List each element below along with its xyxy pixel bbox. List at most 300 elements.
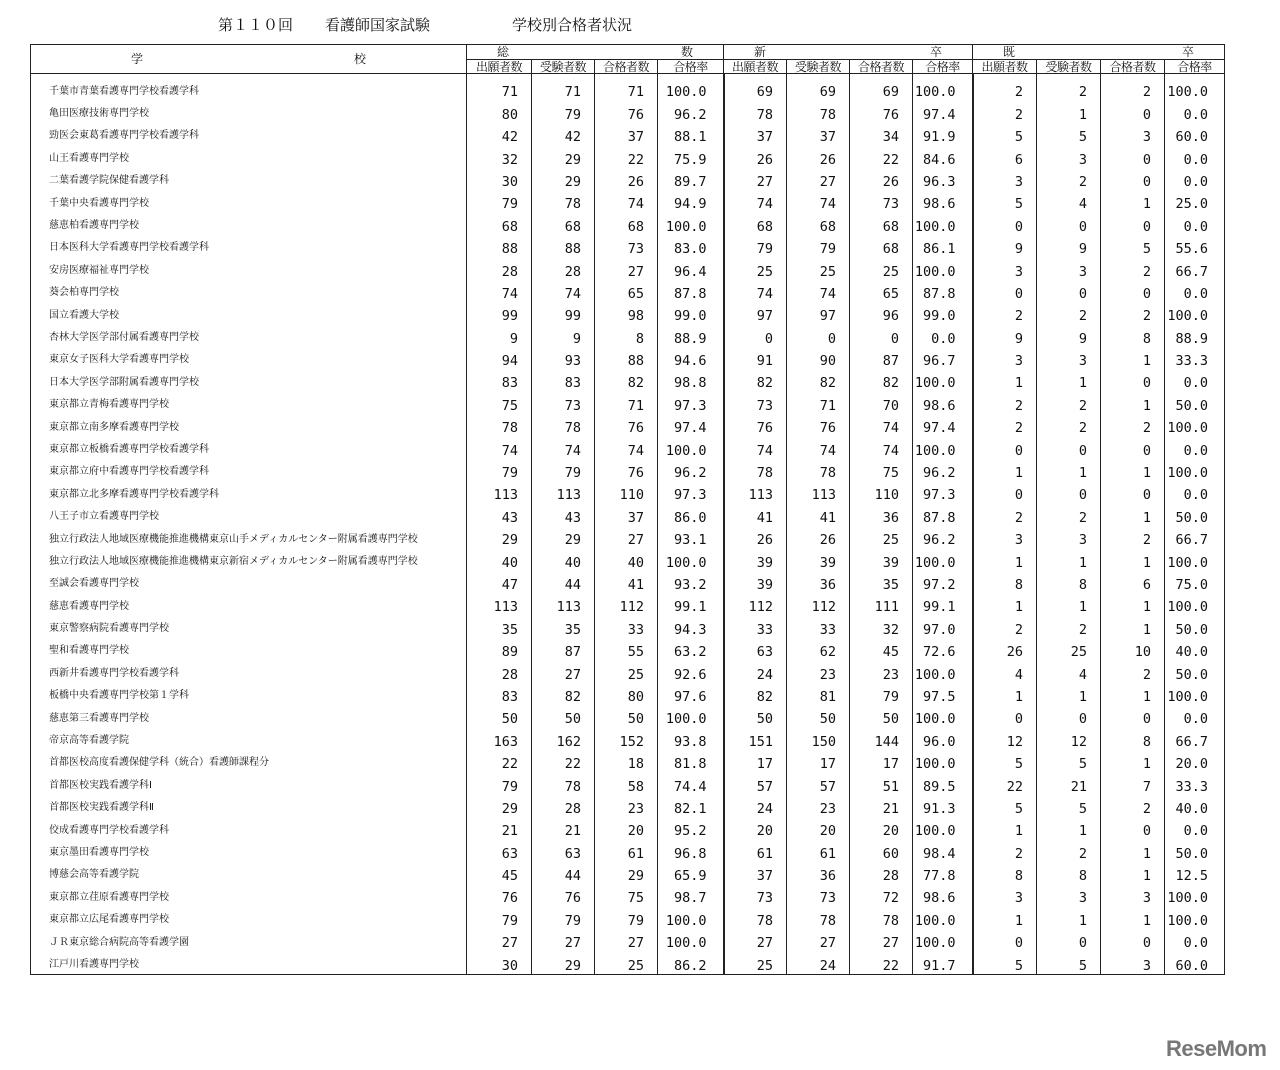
new-examinees-cell: 26 bbox=[787, 145, 850, 167]
school-name: 勁医会東葛看護専門学校看護学科 bbox=[31, 123, 467, 145]
past-examinees-cell: 3 bbox=[1037, 884, 1101, 906]
school-name: 佼成看護専門学校看護学科 bbox=[31, 817, 467, 839]
past-examinees-cell: 9 bbox=[1037, 324, 1101, 346]
total-passers-cell: 110 bbox=[595, 481, 658, 503]
total-pass-rate-cell: 97.3 bbox=[658, 481, 724, 503]
past-passers-cell: 1 bbox=[1101, 683, 1165, 705]
new-pass-rate-cell: 100.0 bbox=[913, 705, 973, 727]
new-pass-rate-cell: 100.0 bbox=[913, 257, 973, 279]
total-pass-rate-cell: 96.2 bbox=[658, 100, 724, 122]
new-passers-cell: 22 bbox=[850, 951, 913, 974]
table-row bbox=[31, 862, 1225, 884]
table-row bbox=[31, 795, 1225, 817]
past-passers-cell: 1 bbox=[1101, 548, 1165, 570]
new-passers-cell: 34 bbox=[850, 123, 913, 145]
new-passers-cell: 20 bbox=[850, 817, 913, 839]
past-examinees-cell: 5 bbox=[1037, 951, 1101, 974]
school-name: 東京都立青梅看護専門学校 bbox=[31, 391, 467, 413]
new-passers-cell: 0 bbox=[850, 324, 913, 346]
new-examinees-cell: 71 bbox=[787, 391, 850, 413]
table-row bbox=[31, 929, 1225, 951]
new-examinees-cell: 20 bbox=[787, 817, 850, 839]
new-passers-cell: 39 bbox=[850, 548, 913, 570]
new-pass-rate-cell: 100.0 bbox=[913, 750, 973, 772]
table-row bbox=[31, 593, 1225, 615]
new-passers-cell: 76 bbox=[850, 100, 913, 122]
total-applicants-cell: 50 bbox=[467, 705, 532, 727]
past-examinees-cell: 3 bbox=[1037, 526, 1101, 548]
past-passers-cell: 0 bbox=[1101, 100, 1165, 122]
group-header-row bbox=[31, 45, 1225, 60]
past-pass-rate-cell: 100.0 bbox=[1165, 302, 1225, 324]
school-name: 首都医校実践看護学科Ⅰ bbox=[31, 772, 467, 794]
past-pass-rate-cell: 50.0 bbox=[1165, 660, 1225, 682]
past-examinees-cell: 5 bbox=[1037, 750, 1101, 772]
past-applicants-cell: 2 bbox=[973, 391, 1037, 413]
watermark-logo: ReseMom bbox=[1166, 1036, 1267, 1061]
total-examinees-cell: 22 bbox=[532, 750, 595, 772]
total-pass-rate-cell: 93.2 bbox=[658, 571, 724, 593]
school-name: 東京都立府中看護専門学校看護学科 bbox=[31, 459, 467, 481]
past-pass-rate-cell: 55.6 bbox=[1165, 235, 1225, 257]
past-passers-cell: 1 bbox=[1101, 593, 1165, 615]
new-applicants-cell: 78 bbox=[724, 100, 787, 122]
total-pass-rate-cell: 74.4 bbox=[658, 772, 724, 794]
new-applicants-cell: 97 bbox=[724, 302, 787, 324]
total-examinees-cell: 162 bbox=[532, 727, 595, 749]
total-passers-cell: 112 bbox=[595, 593, 658, 615]
new-examinees-cell: 90 bbox=[787, 347, 850, 369]
group-header-past-grad: 既 卒 bbox=[973, 45, 1225, 60]
past-applicants-cell: 2 bbox=[973, 615, 1037, 637]
new-passers-cell: 72 bbox=[850, 884, 913, 906]
new-pass-rate-cell: 96.2 bbox=[913, 459, 973, 481]
past-pass-rate-cell: 0.0 bbox=[1165, 100, 1225, 122]
table-row bbox=[31, 660, 1225, 682]
past-pass-rate-cell: 100.0 bbox=[1165, 906, 1225, 928]
table-row bbox=[31, 145, 1225, 167]
new-examinees-cell: 41 bbox=[787, 503, 850, 525]
sub-header-pass-rate: 合格率 bbox=[1165, 60, 1225, 74]
past-examinees-cell: 12 bbox=[1037, 727, 1101, 749]
total-examinees-cell: 87 bbox=[532, 638, 595, 660]
total-pass-rate-cell: 88.1 bbox=[658, 123, 724, 145]
total-examinees-cell: 74 bbox=[532, 436, 595, 458]
new-passers-cell: 75 bbox=[850, 459, 913, 481]
new-passers-cell: 73 bbox=[850, 190, 913, 212]
past-examinees-cell: 3 bbox=[1037, 347, 1101, 369]
total-passers-cell: 61 bbox=[595, 839, 658, 861]
past-applicants-cell: 3 bbox=[973, 347, 1037, 369]
past-passers-cell: 0 bbox=[1101, 705, 1165, 727]
new-applicants-cell: 82 bbox=[724, 683, 787, 705]
new-pass-rate-cell: 91.3 bbox=[913, 795, 973, 817]
results-table bbox=[30, 44, 1225, 975]
past-examinees-cell: 0 bbox=[1037, 212, 1101, 234]
school-name: 千葉市青葉看護専門学校看護学科 bbox=[31, 74, 467, 101]
table-row bbox=[31, 302, 1225, 324]
total-applicants-cell: 28 bbox=[467, 257, 532, 279]
new-pass-rate-cell: 89.5 bbox=[913, 772, 973, 794]
past-examinees-cell: 1 bbox=[1037, 369, 1101, 391]
total-pass-rate-cell: 86.0 bbox=[658, 503, 724, 525]
exam-name: 看護師国家試験 bbox=[325, 16, 431, 34]
document-title-bar bbox=[0, 14, 1280, 38]
past-applicants-cell: 2 bbox=[973, 74, 1037, 101]
past-applicants-cell: 2 bbox=[973, 302, 1037, 324]
table-row bbox=[31, 906, 1225, 928]
past-passers-cell: 1 bbox=[1101, 862, 1165, 884]
past-pass-rate-cell: 33.3 bbox=[1165, 772, 1225, 794]
total-passers-cell: 152 bbox=[595, 727, 658, 749]
past-examinees-cell: 25 bbox=[1037, 638, 1101, 660]
past-pass-rate-cell: 100.0 bbox=[1165, 459, 1225, 481]
total-applicants-cell: 113 bbox=[467, 593, 532, 615]
past-pass-rate-cell: 0.0 bbox=[1165, 481, 1225, 503]
new-pass-rate-cell: 87.8 bbox=[913, 280, 973, 302]
total-examinees-cell: 28 bbox=[532, 795, 595, 817]
past-pass-rate-cell: 0.0 bbox=[1165, 145, 1225, 167]
total-applicants-cell: 113 bbox=[467, 481, 532, 503]
total-applicants-cell: 22 bbox=[467, 750, 532, 772]
past-applicants-cell: 2 bbox=[973, 414, 1037, 436]
total-examinees-cell: 78 bbox=[532, 772, 595, 794]
total-examinees-cell: 9 bbox=[532, 324, 595, 346]
past-pass-rate-cell: 0.0 bbox=[1165, 705, 1225, 727]
total-applicants-cell: 75 bbox=[467, 391, 532, 413]
past-applicants-cell: 8 bbox=[973, 571, 1037, 593]
past-examinees-cell: 3 bbox=[1037, 145, 1101, 167]
total-passers-cell: 37 bbox=[595, 503, 658, 525]
new-passers-cell: 60 bbox=[850, 839, 913, 861]
total-pass-rate-cell: 100.0 bbox=[658, 212, 724, 234]
new-pass-rate-cell: 97.4 bbox=[913, 414, 973, 436]
past-examinees-cell: 0 bbox=[1037, 481, 1101, 503]
new-pass-rate-cell: 87.8 bbox=[913, 503, 973, 525]
past-applicants-cell: 1 bbox=[973, 817, 1037, 839]
total-passers-cell: 25 bbox=[595, 951, 658, 974]
school-name: 独立行政法人地域医療機能推進機構東京新宿メディカルセンター附属看護専門学校 bbox=[31, 548, 467, 570]
new-applicants-cell: 50 bbox=[724, 705, 787, 727]
total-pass-rate-cell: 94.3 bbox=[658, 615, 724, 637]
new-examinees-cell: 82 bbox=[787, 369, 850, 391]
total-examinees-cell: 78 bbox=[532, 414, 595, 436]
new-examinees-cell: 74 bbox=[787, 436, 850, 458]
past-applicants-cell: 0 bbox=[973, 481, 1037, 503]
new-passers-cell: 82 bbox=[850, 369, 913, 391]
past-pass-rate-cell: 25.0 bbox=[1165, 190, 1225, 212]
new-examinees-cell: 76 bbox=[787, 414, 850, 436]
school-name: 江戸川看護専門学校 bbox=[31, 951, 467, 974]
new-examinees-cell: 78 bbox=[787, 906, 850, 928]
total-examinees-cell: 78 bbox=[532, 190, 595, 212]
total-applicants-cell: 32 bbox=[467, 145, 532, 167]
school-column-header: 学 校 bbox=[31, 45, 467, 74]
table-row bbox=[31, 212, 1225, 234]
past-examinees-cell: 1 bbox=[1037, 906, 1101, 928]
table-row bbox=[31, 391, 1225, 413]
past-examinees-cell: 2 bbox=[1037, 414, 1101, 436]
past-pass-rate-cell: 66.7 bbox=[1165, 526, 1225, 548]
total-applicants-cell: 40 bbox=[467, 548, 532, 570]
new-pass-rate-cell: 98.4 bbox=[913, 839, 973, 861]
total-examinees-cell: 83 bbox=[532, 369, 595, 391]
new-applicants-cell: 79 bbox=[724, 235, 787, 257]
past-examinees-cell: 2 bbox=[1037, 615, 1101, 637]
new-pass-rate-cell: 100.0 bbox=[913, 548, 973, 570]
table-row bbox=[31, 503, 1225, 525]
total-applicants-cell: 9 bbox=[467, 324, 532, 346]
total-examinees-cell: 68 bbox=[532, 212, 595, 234]
total-pass-rate-cell: 100.0 bbox=[658, 436, 724, 458]
past-passers-cell: 2 bbox=[1101, 302, 1165, 324]
new-passers-cell: 70 bbox=[850, 391, 913, 413]
new-applicants-cell: 73 bbox=[724, 884, 787, 906]
total-examinees-cell: 63 bbox=[532, 839, 595, 861]
total-examinees-cell: 74 bbox=[532, 280, 595, 302]
new-passers-cell: 35 bbox=[850, 571, 913, 593]
new-passers-cell: 26 bbox=[850, 168, 913, 190]
past-examinees-cell: 0 bbox=[1037, 436, 1101, 458]
total-passers-cell: 27 bbox=[595, 929, 658, 951]
school-name: 日本大学医学部附属看護専門学校 bbox=[31, 369, 467, 391]
total-examinees-cell: 29 bbox=[532, 168, 595, 190]
new-examinees-cell: 74 bbox=[787, 190, 850, 212]
past-passers-cell: 1 bbox=[1101, 190, 1165, 212]
past-applicants-cell: 8 bbox=[973, 862, 1037, 884]
total-applicants-cell: 163 bbox=[467, 727, 532, 749]
total-examinees-cell: 50 bbox=[532, 705, 595, 727]
school-name: 東京墨田看護専門学校 bbox=[31, 839, 467, 861]
total-pass-rate-cell: 100.0 bbox=[658, 906, 724, 928]
total-examinees-cell: 93 bbox=[532, 347, 595, 369]
total-applicants-cell: 42 bbox=[467, 123, 532, 145]
new-passers-cell: 51 bbox=[850, 772, 913, 794]
table-row bbox=[31, 615, 1225, 637]
past-applicants-cell: 5 bbox=[973, 795, 1037, 817]
total-pass-rate-cell: 94.6 bbox=[658, 347, 724, 369]
past-passers-cell: 3 bbox=[1101, 884, 1165, 906]
total-pass-rate-cell: 97.4 bbox=[658, 414, 724, 436]
new-examinees-cell: 27 bbox=[787, 168, 850, 190]
new-examinees-cell: 0 bbox=[787, 324, 850, 346]
total-examinees-cell: 21 bbox=[532, 817, 595, 839]
new-passers-cell: 36 bbox=[850, 503, 913, 525]
new-passers-cell: 68 bbox=[850, 212, 913, 234]
school-name: 博慈会高等看護学院 bbox=[31, 862, 467, 884]
new-examinees-cell: 78 bbox=[787, 100, 850, 122]
total-passers-cell: 37 bbox=[595, 123, 658, 145]
school-name: 山王看護専門学校 bbox=[31, 145, 467, 167]
school-name: 杏林大学医学部付属看護専門学校 bbox=[31, 324, 467, 346]
new-applicants-cell: 73 bbox=[724, 391, 787, 413]
total-passers-cell: 20 bbox=[595, 817, 658, 839]
past-pass-rate-cell: 0.0 bbox=[1165, 436, 1225, 458]
past-examinees-cell: 3 bbox=[1037, 257, 1101, 279]
total-pass-rate-cell: 81.8 bbox=[658, 750, 724, 772]
new-examinees-cell: 112 bbox=[787, 593, 850, 615]
new-examinees-cell: 27 bbox=[787, 929, 850, 951]
total-passers-cell: 65 bbox=[595, 280, 658, 302]
table-row bbox=[31, 526, 1225, 548]
total-passers-cell: 29 bbox=[595, 862, 658, 884]
new-applicants-cell: 113 bbox=[724, 481, 787, 503]
new-examinees-cell: 37 bbox=[787, 123, 850, 145]
new-passers-cell: 144 bbox=[850, 727, 913, 749]
total-applicants-cell: 43 bbox=[467, 503, 532, 525]
new-applicants-cell: 91 bbox=[724, 347, 787, 369]
total-pass-rate-cell: 100.0 bbox=[658, 548, 724, 570]
past-pass-rate-cell: 0.0 bbox=[1165, 280, 1225, 302]
new-pass-rate-cell: 98.6 bbox=[913, 391, 973, 413]
table-row bbox=[31, 168, 1225, 190]
school-name: 東京女子医科大学看護専門学校 bbox=[31, 347, 467, 369]
new-passers-cell: 96 bbox=[850, 302, 913, 324]
total-passers-cell: 26 bbox=[595, 168, 658, 190]
past-applicants-cell: 5 bbox=[973, 190, 1037, 212]
new-applicants-cell: 37 bbox=[724, 123, 787, 145]
past-passers-cell: 1 bbox=[1101, 391, 1165, 413]
new-applicants-cell: 41 bbox=[724, 503, 787, 525]
past-examinees-cell: 2 bbox=[1037, 391, 1101, 413]
past-passers-cell: 2 bbox=[1101, 660, 1165, 682]
total-pass-rate-cell: 93.8 bbox=[658, 727, 724, 749]
new-applicants-cell: 25 bbox=[724, 257, 787, 279]
total-examinees-cell: 27 bbox=[532, 929, 595, 951]
table-row bbox=[31, 683, 1225, 705]
total-passers-cell: 18 bbox=[595, 750, 658, 772]
total-examinees-cell: 79 bbox=[532, 100, 595, 122]
table-row bbox=[31, 436, 1225, 458]
school-name: 日本医科大学看護専門学校看護学科 bbox=[31, 235, 467, 257]
new-applicants-cell: 26 bbox=[724, 145, 787, 167]
school-name: 至誠会看護専門学校 bbox=[31, 571, 467, 593]
past-pass-rate-cell: 100.0 bbox=[1165, 74, 1225, 101]
past-applicants-cell: 2 bbox=[973, 503, 1037, 525]
total-examinees-cell: 76 bbox=[532, 884, 595, 906]
school-name: 首都医校高度看護保健学科（統合）看護師課程分 bbox=[31, 750, 467, 772]
total-examinees-cell: 71 bbox=[532, 74, 595, 101]
past-applicants-cell: 1 bbox=[973, 459, 1037, 481]
past-passers-cell: 2 bbox=[1101, 414, 1165, 436]
past-passers-cell: 7 bbox=[1101, 772, 1165, 794]
new-pass-rate-cell: 98.6 bbox=[913, 190, 973, 212]
school-name: 慈恵柏看護専門学校 bbox=[31, 212, 467, 234]
table-row bbox=[31, 548, 1225, 570]
table-row bbox=[31, 123, 1225, 145]
past-examinees-cell: 0 bbox=[1037, 929, 1101, 951]
total-applicants-cell: 68 bbox=[467, 212, 532, 234]
new-applicants-cell: 76 bbox=[724, 414, 787, 436]
new-examinees-cell: 73 bbox=[787, 884, 850, 906]
past-pass-rate-cell: 66.7 bbox=[1165, 257, 1225, 279]
total-applicants-cell: 76 bbox=[467, 884, 532, 906]
total-pass-rate-cell: 87.8 bbox=[658, 280, 724, 302]
total-applicants-cell: 80 bbox=[467, 100, 532, 122]
total-pass-rate-cell: 63.2 bbox=[658, 638, 724, 660]
new-pass-rate-cell: 86.1 bbox=[913, 235, 973, 257]
total-passers-cell: 79 bbox=[595, 906, 658, 928]
school-name: 八王子市立看護専門学校 bbox=[31, 503, 467, 525]
new-applicants-cell: 26 bbox=[724, 526, 787, 548]
new-examinees-cell: 36 bbox=[787, 862, 850, 884]
past-examinees-cell: 2 bbox=[1037, 74, 1101, 101]
past-passers-cell: 0 bbox=[1101, 817, 1165, 839]
total-passers-cell: 76 bbox=[595, 100, 658, 122]
table-row bbox=[31, 884, 1225, 906]
new-pass-rate-cell: 84.6 bbox=[913, 145, 973, 167]
past-applicants-cell: 26 bbox=[973, 638, 1037, 660]
school-name: 東京都立広尾看護専門学校 bbox=[31, 906, 467, 928]
past-pass-rate-cell: 0.0 bbox=[1165, 168, 1225, 190]
school-name: 安房医療福祉専門学校 bbox=[31, 257, 467, 279]
past-pass-rate-cell: 0.0 bbox=[1165, 369, 1225, 391]
past-pass-rate-cell: 88.9 bbox=[1165, 324, 1225, 346]
past-passers-cell: 10 bbox=[1101, 638, 1165, 660]
sub-header-examinees: 受験者数 bbox=[787, 60, 850, 74]
new-applicants-cell: 68 bbox=[724, 212, 787, 234]
total-applicants-cell: 79 bbox=[467, 906, 532, 928]
past-passers-cell: 8 bbox=[1101, 324, 1165, 346]
total-passers-cell: 73 bbox=[595, 235, 658, 257]
new-applicants-cell: 37 bbox=[724, 862, 787, 884]
sub-header-passers: 合格者数 bbox=[1101, 60, 1165, 74]
total-passers-cell: 71 bbox=[595, 391, 658, 413]
total-pass-rate-cell: 82.1 bbox=[658, 795, 724, 817]
group-header-new-grad: 新 卒 bbox=[724, 45, 973, 60]
past-pass-rate-cell: 33.3 bbox=[1165, 347, 1225, 369]
past-pass-rate-cell: 50.0 bbox=[1165, 503, 1225, 525]
past-pass-rate-cell: 100.0 bbox=[1165, 548, 1225, 570]
past-passers-cell: 6 bbox=[1101, 571, 1165, 593]
past-passers-cell: 2 bbox=[1101, 74, 1165, 101]
total-passers-cell: 23 bbox=[595, 795, 658, 817]
past-pass-rate-cell: 50.0 bbox=[1165, 391, 1225, 413]
total-applicants-cell: 47 bbox=[467, 571, 532, 593]
table-row bbox=[31, 347, 1225, 369]
new-applicants-cell: 78 bbox=[724, 906, 787, 928]
new-applicants-cell: 25 bbox=[724, 951, 787, 974]
total-pass-rate-cell: 94.9 bbox=[658, 190, 724, 212]
total-applicants-cell: 79 bbox=[467, 190, 532, 212]
total-examinees-cell: 44 bbox=[532, 571, 595, 593]
past-pass-rate-cell: 0.0 bbox=[1165, 212, 1225, 234]
past-examinees-cell: 0 bbox=[1037, 280, 1101, 302]
new-passers-cell: 74 bbox=[850, 414, 913, 436]
total-passers-cell: 75 bbox=[595, 884, 658, 906]
total-applicants-cell: 28 bbox=[467, 660, 532, 682]
total-applicants-cell: 99 bbox=[467, 302, 532, 324]
total-passers-cell: 22 bbox=[595, 145, 658, 167]
total-applicants-cell: 83 bbox=[467, 683, 532, 705]
total-passers-cell: 82 bbox=[595, 369, 658, 391]
total-passers-cell: 41 bbox=[595, 571, 658, 593]
total-applicants-cell: 94 bbox=[467, 347, 532, 369]
total-pass-rate-cell: 86.2 bbox=[658, 951, 724, 974]
past-passers-cell: 3 bbox=[1101, 951, 1165, 974]
sub-header-applicants: 出願者数 bbox=[467, 60, 532, 74]
new-pass-rate-cell: 91.9 bbox=[913, 123, 973, 145]
new-applicants-cell: 57 bbox=[724, 772, 787, 794]
new-pass-rate-cell: 99.1 bbox=[913, 593, 973, 615]
new-passers-cell: 87 bbox=[850, 347, 913, 369]
new-examinees-cell: 150 bbox=[787, 727, 850, 749]
total-applicants-cell: 78 bbox=[467, 414, 532, 436]
total-passers-cell: 58 bbox=[595, 772, 658, 794]
table-row bbox=[31, 571, 1225, 593]
past-passers-cell: 1 bbox=[1101, 906, 1165, 928]
school-name: 西新井看護専門学校看護学科 bbox=[31, 660, 467, 682]
